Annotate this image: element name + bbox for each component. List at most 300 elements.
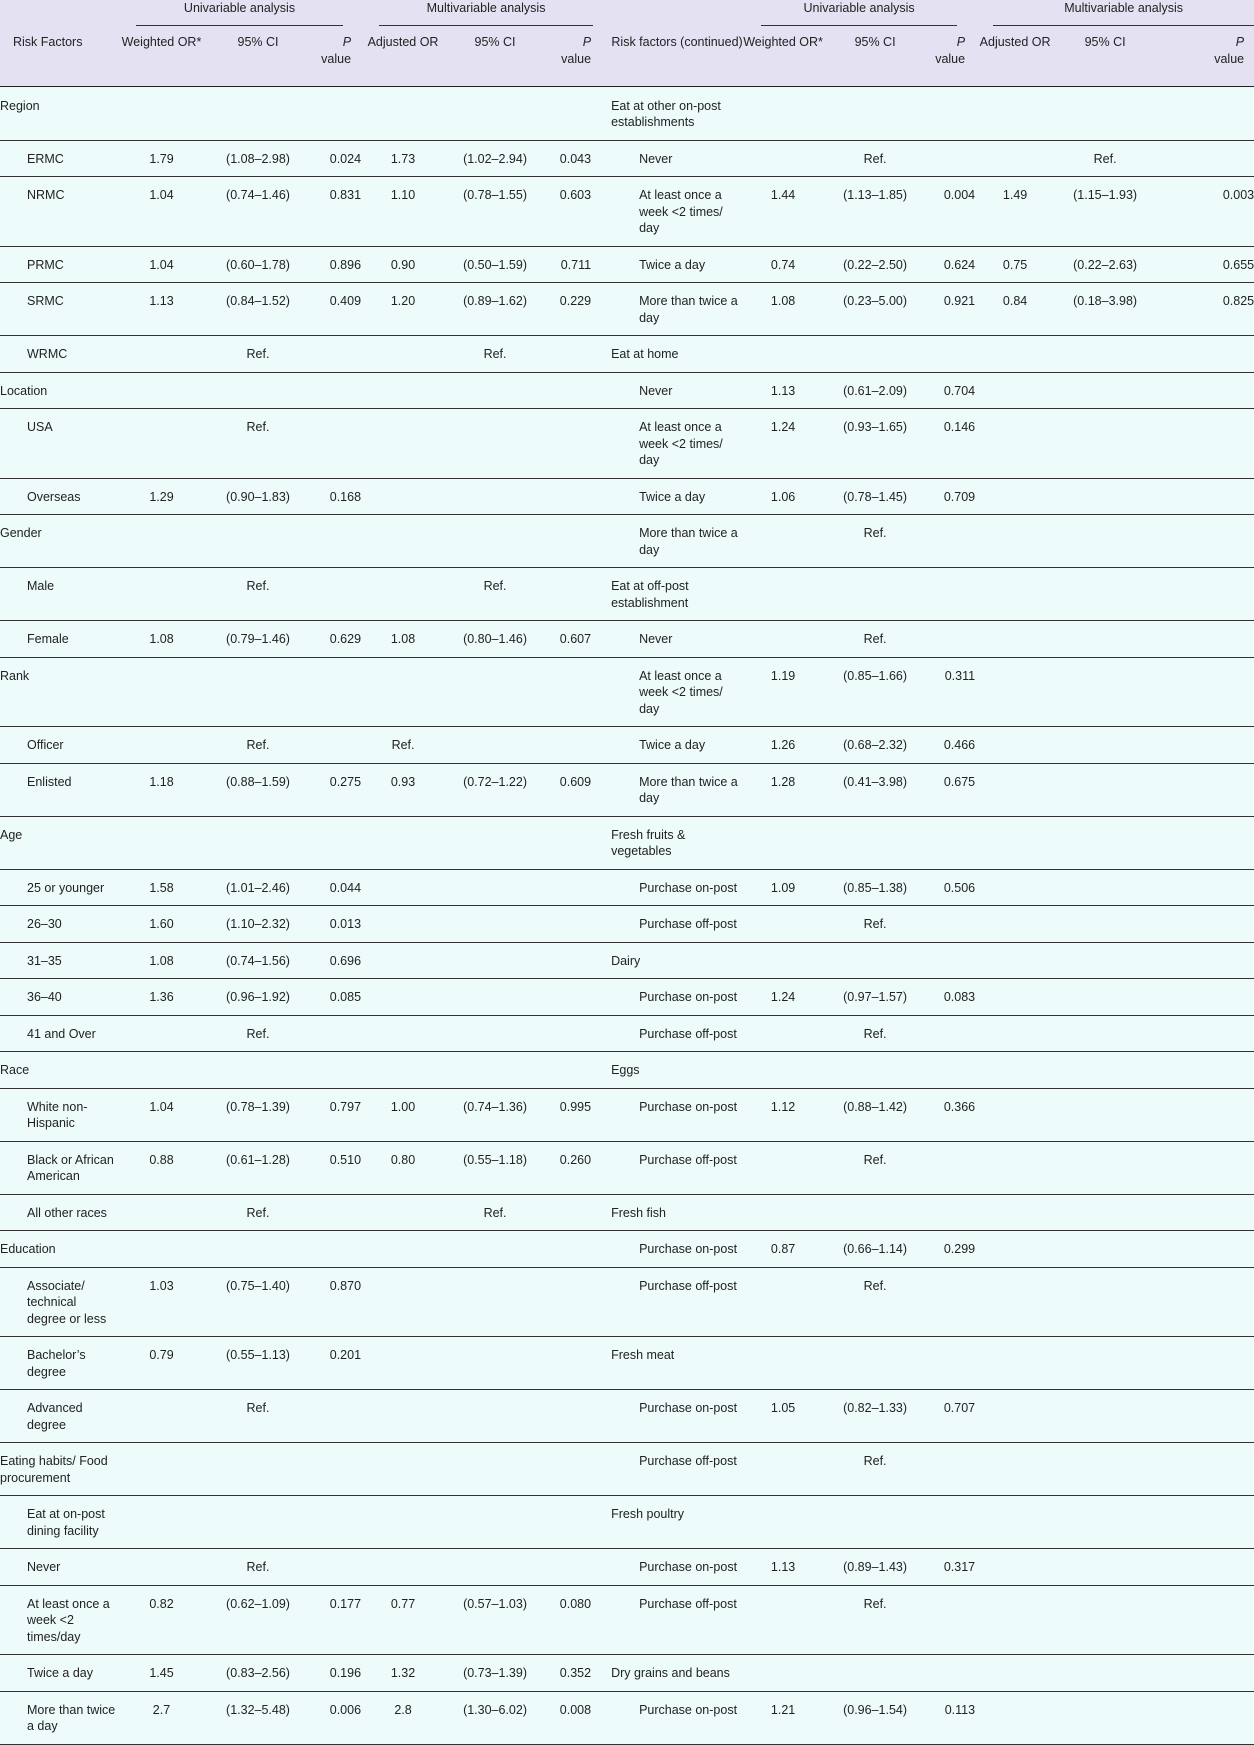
right-risk-factor-cell: Purchase off-post xyxy=(611,1015,743,1052)
left-adjusted-p-value-cell xyxy=(545,1390,611,1443)
right-ci-cell: (0.89–1.43) xyxy=(823,1549,927,1586)
right-adjusted-or-cell xyxy=(975,869,1055,906)
left-adjusted-p-value-cell xyxy=(545,409,611,479)
left-adjusted-ci-cell: Ref. xyxy=(445,568,545,621)
right-adjusted-or-cell xyxy=(975,1141,1055,1194)
right-ci-cell: Ref. xyxy=(823,1267,927,1337)
right-weighted-or-cell xyxy=(743,1194,823,1231)
right-p-value-cell xyxy=(927,1337,975,1390)
right-risk-factor-cell: More than twice a day xyxy=(611,515,743,568)
left-adjusted-p-value-cell xyxy=(545,727,611,764)
col-adjusted-ci-right: 95% CI xyxy=(1055,34,1155,86)
left-ci-cell: (0.79–1.46) xyxy=(205,621,311,658)
left-adjusted-p-value-cell xyxy=(545,657,611,727)
table-row xyxy=(0,1015,1254,1052)
left-adjusted-ci-cell xyxy=(445,1337,545,1390)
left-adjusted-ci-cell xyxy=(445,979,545,1016)
right-adjusted-or-cell xyxy=(975,657,1055,727)
left-risk-factor-cell: Advanced degree xyxy=(0,1390,118,1443)
left-adjusted-ci-cell: Ref. xyxy=(445,1194,545,1231)
right-risk-factor-cell: Fresh poultry xyxy=(611,1496,743,1549)
right-adjusted-ci-cell xyxy=(1055,657,1155,727)
left-risk-factor-cell: Female xyxy=(0,621,118,658)
left-risk-factor-cell: Rank xyxy=(0,657,118,727)
right-risk-factor-cell: Purchase on-post xyxy=(611,1549,743,1586)
right-weighted-or-cell xyxy=(743,621,823,658)
right-ci-cell: Ref. xyxy=(823,1443,927,1496)
right-risk-factor-cell: Purchase off-post xyxy=(611,1267,743,1337)
right-risk-factor-cell: Purchase on-post xyxy=(611,979,743,1016)
col-adjusted-p-value: P value xyxy=(545,34,611,86)
left-ci-cell: (0.61–1.28) xyxy=(205,1141,311,1194)
left-p-value-cell: 0.896 xyxy=(311,246,361,283)
left-adjusted-ci-cell xyxy=(445,1052,545,1089)
right-adjusted-or-cell xyxy=(975,1585,1055,1655)
right-p-value-cell xyxy=(927,140,975,177)
left-adjusted-or-cell xyxy=(361,979,445,1016)
right-p-value-cell: 0.707 xyxy=(927,1390,975,1443)
right-adjusted-p-value-cell xyxy=(1155,657,1254,727)
table-row xyxy=(0,1496,1254,1549)
left-risk-factor-cell: Bachelor’s degree xyxy=(0,1337,118,1390)
right-adjusted-ci-cell: (1.15–1.93) xyxy=(1055,177,1155,247)
left-adjusted-p-value-cell xyxy=(545,1549,611,1586)
left-adjusted-ci-cell xyxy=(445,657,545,727)
left-adjusted-p-value-cell: 0.995 xyxy=(545,1088,611,1141)
left-p-value-cell xyxy=(311,1194,361,1231)
right-adjusted-or-cell xyxy=(975,727,1055,764)
right-p-value-cell xyxy=(927,515,975,568)
right-p-value-cell xyxy=(927,1194,975,1231)
col-weighted-or-right: Weighted OR* xyxy=(743,34,823,86)
right-adjusted-ci-cell xyxy=(1055,372,1155,409)
right-adjusted-p-value-cell xyxy=(1155,1390,1254,1443)
left-weighted-or-cell: 1.18 xyxy=(118,763,205,816)
right-risk-factor-cell: At least once a week <2 times/ day xyxy=(611,409,743,479)
left-ci-cell: Ref. xyxy=(205,727,311,764)
right-adjusted-ci-cell xyxy=(1055,763,1155,816)
right-adjusted-or-cell xyxy=(975,1691,1055,1744)
right-ci-cell: (0.85–1.66) xyxy=(823,657,927,727)
right-p-value-cell xyxy=(927,1585,975,1655)
left-adjusted-p-value-cell xyxy=(545,979,611,1016)
right-adjusted-p-value-cell xyxy=(1155,979,1254,1016)
left-p-value-cell: 0.696 xyxy=(311,942,361,979)
left-weighted-or-cell: 2.7 xyxy=(118,1691,205,1744)
left-adjusted-or-cell xyxy=(361,568,445,621)
right-adjusted-ci-cell xyxy=(1055,942,1155,979)
left-weighted-or-cell xyxy=(118,568,205,621)
left-adjusted-ci-cell xyxy=(445,515,545,568)
left-adjusted-p-value-cell xyxy=(545,1052,611,1089)
right-adjusted-p-value-cell xyxy=(1155,1655,1254,1692)
table-row xyxy=(0,372,1254,409)
left-adjusted-p-value-cell: 0.352 xyxy=(545,1655,611,1692)
right-risk-factor-cell: Purchase off-post xyxy=(611,906,743,943)
right-adjusted-or-cell xyxy=(975,979,1055,1016)
left-adjusted-p-value-cell xyxy=(545,1194,611,1231)
right-adjusted-ci-cell xyxy=(1055,515,1155,568)
right-risk-factor-cell: Twice a day xyxy=(611,478,743,515)
right-p-value-cell: 0.004 xyxy=(927,177,975,247)
left-risk-factor-cell: Black or African American xyxy=(0,1141,118,1194)
right-adjusted-p-value-cell xyxy=(1155,1194,1254,1231)
left-adjusted-ci-cell xyxy=(445,478,545,515)
left-p-value-cell: 0.831 xyxy=(311,177,361,247)
left-adjusted-p-value-cell xyxy=(545,1337,611,1390)
right-ci-cell: (0.85–1.38) xyxy=(823,869,927,906)
left-adjusted-p-value-cell: 0.711 xyxy=(545,246,611,283)
table-row xyxy=(0,621,1254,658)
right-weighted-or-cell xyxy=(743,1337,823,1390)
right-adjusted-or-cell xyxy=(975,1496,1055,1549)
left-p-value-cell: 0.024 xyxy=(311,140,361,177)
table-row xyxy=(0,1141,1254,1194)
right-risk-factor-cell: Fresh meat xyxy=(611,1337,743,1390)
right-adjusted-or-cell xyxy=(975,1052,1055,1089)
left-p-value-cell xyxy=(311,1231,361,1268)
right-weighted-or-cell: 1.44 xyxy=(743,177,823,247)
table-row xyxy=(0,140,1254,177)
right-adjusted-ci-cell xyxy=(1055,979,1155,1016)
left-adjusted-p-value-cell xyxy=(545,816,611,869)
right-adjusted-ci-cell xyxy=(1055,1655,1155,1692)
right-adjusted-p-value-cell xyxy=(1155,1231,1254,1268)
right-adjusted-p-value-cell xyxy=(1155,763,1254,816)
left-adjusted-or-cell xyxy=(361,515,445,568)
right-adjusted-or-cell xyxy=(975,1443,1055,1496)
left-adjusted-p-value-cell: 0.260 xyxy=(545,1141,611,1194)
right-ci-cell: (0.66–1.14) xyxy=(823,1231,927,1268)
left-risk-factor-cell: Gender xyxy=(0,515,118,568)
left-weighted-or-cell: 1.13 xyxy=(118,283,205,336)
right-p-value-cell: 0.709 xyxy=(927,478,975,515)
right-adjusted-p-value-cell xyxy=(1155,568,1254,621)
left-ci-cell xyxy=(205,1052,311,1089)
right-adjusted-ci-cell xyxy=(1055,1141,1155,1194)
left-risk-factor-cell: White non-Hispanic xyxy=(0,1088,118,1141)
left-adjusted-or-cell: 2.8 xyxy=(361,1691,445,1744)
left-risk-factor-cell: 36–40 xyxy=(0,979,118,1016)
left-adjusted-or-cell xyxy=(361,1052,445,1089)
right-risk-factor-cell: Never xyxy=(611,621,743,658)
right-p-value-cell xyxy=(927,1015,975,1052)
right-risk-factor-cell: Purchase off-post xyxy=(611,1141,743,1194)
left-risk-factor-cell: At least once a week <2 times/day xyxy=(0,1585,118,1655)
header-blank-right xyxy=(611,0,743,34)
left-weighted-or-cell xyxy=(118,1390,205,1443)
left-ci-cell: (0.96–1.92) xyxy=(205,979,311,1016)
right-weighted-or-cell xyxy=(743,942,823,979)
left-adjusted-p-value-cell: 0.043 xyxy=(545,140,611,177)
table-body xyxy=(0,86,1254,1744)
right-ci-cell: Ref. xyxy=(823,515,927,568)
left-ci-cell: (0.74–1.46) xyxy=(205,177,311,247)
right-adjusted-or-cell xyxy=(975,409,1055,479)
table-row xyxy=(0,1194,1254,1231)
left-risk-factor-cell: Overseas xyxy=(0,478,118,515)
right-adjusted-ci-cell xyxy=(1055,1194,1155,1231)
left-p-value-cell xyxy=(311,86,361,140)
left-ci-cell: (0.75–1.40) xyxy=(205,1267,311,1337)
left-adjusted-p-value-cell xyxy=(545,869,611,906)
left-ci-cell: (0.62–1.09) xyxy=(205,1585,311,1655)
left-adjusted-ci-cell: (1.02–2.94) xyxy=(445,140,545,177)
left-risk-factor-cell: Never xyxy=(0,1549,118,1586)
right-weighted-or-cell: 1.13 xyxy=(743,372,823,409)
left-ci-cell: (0.90–1.83) xyxy=(205,478,311,515)
right-adjusted-ci-cell xyxy=(1055,621,1155,658)
right-p-value-cell xyxy=(927,1052,975,1089)
right-risk-factor-cell: Purchase on-post xyxy=(611,1691,743,1744)
left-risk-factor-cell: 25 or younger xyxy=(0,869,118,906)
left-adjusted-p-value-cell xyxy=(545,515,611,568)
left-ci-cell xyxy=(205,86,311,140)
left-adjusted-or-cell xyxy=(361,942,445,979)
right-risk-factor-cell: Eat at other on-post establishments xyxy=(611,86,743,140)
right-weighted-or-cell xyxy=(743,1267,823,1337)
table-row xyxy=(0,1337,1254,1390)
left-adjusted-or-cell: 1.20 xyxy=(361,283,445,336)
right-p-value-cell xyxy=(927,942,975,979)
left-weighted-or-cell: 0.88 xyxy=(118,1141,205,1194)
right-adjusted-p-value-cell xyxy=(1155,140,1254,177)
left-p-value-cell: 0.201 xyxy=(311,1337,361,1390)
left-adjusted-or-cell: 1.00 xyxy=(361,1088,445,1141)
left-p-value-cell xyxy=(311,816,361,869)
left-risk-factor-cell: ERMC xyxy=(0,140,118,177)
left-adjusted-or-cell: Ref. xyxy=(361,727,445,764)
left-adjusted-p-value-cell xyxy=(545,1443,611,1496)
left-risk-factor-cell: Officer xyxy=(0,727,118,764)
left-adjusted-or-cell xyxy=(361,816,445,869)
left-weighted-or-cell xyxy=(118,1194,205,1231)
left-adjusted-or-cell xyxy=(361,1267,445,1337)
left-ci-cell: Ref. xyxy=(205,1194,311,1231)
table-row xyxy=(0,283,1254,336)
table-row xyxy=(0,1267,1254,1337)
left-adjusted-or-cell: 1.08 xyxy=(361,621,445,658)
left-weighted-or-cell: 1.29 xyxy=(118,478,205,515)
right-risk-factor-cell: Fresh fish xyxy=(611,1194,743,1231)
right-adjusted-ci-cell: (0.18–3.98) xyxy=(1055,283,1155,336)
header-group-multivariable-right: Multivariable analysis xyxy=(975,0,1254,34)
left-risk-factor-cell: Age xyxy=(0,816,118,869)
left-p-value-cell: 0.196 xyxy=(311,1655,361,1692)
left-adjusted-p-value-cell: 0.229 xyxy=(545,283,611,336)
right-risk-factor-cell: Purchase on-post xyxy=(611,869,743,906)
right-adjusted-ci-cell xyxy=(1055,1231,1155,1268)
right-ci-cell: (0.93–1.65) xyxy=(823,409,927,479)
left-adjusted-p-value-cell: 0.609 xyxy=(545,763,611,816)
right-adjusted-p-value-cell xyxy=(1155,1088,1254,1141)
left-adjusted-p-value-cell: 0.008 xyxy=(545,1691,611,1744)
right-adjusted-ci-cell xyxy=(1055,1691,1155,1744)
left-weighted-or-cell xyxy=(118,1549,205,1586)
right-p-value-cell xyxy=(927,621,975,658)
right-p-value-cell: 0.921 xyxy=(927,283,975,336)
table-row xyxy=(0,1390,1254,1443)
right-ci-cell xyxy=(823,1337,927,1390)
left-p-value-cell: 0.510 xyxy=(311,1141,361,1194)
right-adjusted-ci-cell xyxy=(1055,1390,1155,1443)
left-risk-factor-cell: Education xyxy=(0,1231,118,1268)
left-ci-cell: (1.01–2.46) xyxy=(205,869,311,906)
right-ci-cell: (0.96–1.54) xyxy=(823,1691,927,1744)
right-weighted-or-cell xyxy=(743,1443,823,1496)
right-ci-cell xyxy=(823,568,927,621)
right-risk-factor-cell: Purchase off-post xyxy=(611,1443,743,1496)
left-ci-cell xyxy=(205,372,311,409)
right-risk-factor-cell: Purchase on-post xyxy=(611,1088,743,1141)
right-adjusted-or-cell xyxy=(975,1194,1055,1231)
left-weighted-or-cell xyxy=(118,336,205,373)
left-ci-cell: Ref. xyxy=(205,409,311,479)
left-weighted-or-cell xyxy=(118,816,205,869)
right-ci-cell xyxy=(823,1496,927,1549)
right-adjusted-p-value-cell: 0.655 xyxy=(1155,246,1254,283)
left-adjusted-p-value-cell xyxy=(545,86,611,140)
left-adjusted-ci-cell: (0.73–1.39) xyxy=(445,1655,545,1692)
right-adjusted-or-cell xyxy=(975,478,1055,515)
left-adjusted-or-cell xyxy=(361,1443,445,1496)
right-ci-cell xyxy=(823,942,927,979)
left-weighted-or-cell xyxy=(118,515,205,568)
right-adjusted-ci-cell xyxy=(1055,906,1155,943)
left-adjusted-or-cell xyxy=(361,869,445,906)
left-risk-factor-cell: Location xyxy=(0,372,118,409)
right-weighted-or-cell: 1.19 xyxy=(743,657,823,727)
right-adjusted-or-cell xyxy=(975,515,1055,568)
left-p-value-cell: 0.629 xyxy=(311,621,361,658)
right-risk-factor-cell: Eat at home xyxy=(611,336,743,373)
left-p-value-cell xyxy=(311,1015,361,1052)
left-p-value-cell xyxy=(311,409,361,479)
left-risk-factor-cell: Enlisted xyxy=(0,763,118,816)
right-p-value-cell: 0.083 xyxy=(927,979,975,1016)
left-adjusted-or-cell xyxy=(361,1015,445,1052)
table-row xyxy=(0,568,1254,621)
right-adjusted-ci-cell xyxy=(1055,1585,1155,1655)
right-weighted-or-cell xyxy=(743,86,823,140)
left-weighted-or-cell: 1.45 xyxy=(118,1655,205,1692)
right-ci-cell: (0.82–1.33) xyxy=(823,1390,927,1443)
left-adjusted-ci-cell xyxy=(445,372,545,409)
right-adjusted-p-value-cell xyxy=(1155,1141,1254,1194)
left-adjusted-or-cell xyxy=(361,1549,445,1586)
right-p-value-cell xyxy=(927,86,975,140)
left-adjusted-ci-cell xyxy=(445,1267,545,1337)
right-weighted-or-cell: 1.26 xyxy=(743,727,823,764)
right-weighted-or-cell: 1.06 xyxy=(743,478,823,515)
right-risk-factor-cell: Purchase on-post xyxy=(611,1231,743,1268)
left-weighted-or-cell: 1.36 xyxy=(118,979,205,1016)
right-weighted-or-cell: 1.12 xyxy=(743,1088,823,1141)
left-p-value-cell: 0.006 xyxy=(311,1691,361,1744)
left-p-value-cell xyxy=(311,1443,361,1496)
left-adjusted-or-cell xyxy=(361,478,445,515)
left-ci-cell: (0.78–1.39) xyxy=(205,1088,311,1141)
right-ci-cell: Ref. xyxy=(823,1141,927,1194)
right-adjusted-or-cell: 0.84 xyxy=(975,283,1055,336)
table-row xyxy=(0,1585,1254,1655)
right-adjusted-ci-cell: Ref. xyxy=(1055,140,1155,177)
left-adjusted-or-cell xyxy=(361,372,445,409)
left-adjusted-p-value-cell: 0.607 xyxy=(545,621,611,658)
left-weighted-or-cell: 1.04 xyxy=(118,1088,205,1141)
col-adjusted-or: Adjusted OR xyxy=(361,34,445,86)
left-weighted-or-cell: 1.08 xyxy=(118,621,205,658)
right-weighted-or-cell: 1.05 xyxy=(743,1390,823,1443)
left-adjusted-or-cell xyxy=(361,657,445,727)
left-risk-factor-cell: 26–30 xyxy=(0,906,118,943)
right-p-value-cell: 0.366 xyxy=(927,1088,975,1141)
right-adjusted-or-cell xyxy=(975,1267,1055,1337)
table-row xyxy=(0,1655,1254,1692)
right-ci-cell: (0.68–2.32) xyxy=(823,727,927,764)
right-ci-cell: Ref. xyxy=(823,621,927,658)
left-adjusted-ci-cell xyxy=(445,942,545,979)
left-ci-cell: (0.74–1.56) xyxy=(205,942,311,979)
left-p-value-cell: 0.409 xyxy=(311,283,361,336)
right-adjusted-ci-cell xyxy=(1055,1496,1155,1549)
left-adjusted-ci-cell: Ref. xyxy=(445,336,545,373)
left-risk-factor-cell: Eating habits/ Food procurement xyxy=(0,1443,118,1496)
left-adjusted-p-value-cell xyxy=(545,372,611,409)
right-weighted-or-cell xyxy=(743,140,823,177)
col-weighted-or: Weighted OR* xyxy=(118,34,205,86)
left-adjusted-p-value-cell xyxy=(545,1015,611,1052)
left-p-value-cell: 0.275 xyxy=(311,763,361,816)
left-adjusted-or-cell xyxy=(361,906,445,943)
left-weighted-or-cell: 0.79 xyxy=(118,1337,205,1390)
left-risk-factor-cell: Twice a day xyxy=(0,1655,118,1692)
left-p-value-cell: 0.013 xyxy=(311,906,361,943)
right-adjusted-ci-cell xyxy=(1055,727,1155,764)
left-p-value-cell: 0.870 xyxy=(311,1267,361,1337)
left-p-value-cell xyxy=(311,372,361,409)
left-p-value-cell xyxy=(311,1496,361,1549)
right-p-value-cell: 0.466 xyxy=(927,727,975,764)
col-ci: 95% CI xyxy=(205,34,311,86)
left-p-value-cell xyxy=(311,1390,361,1443)
left-ci-cell: (0.60–1.78) xyxy=(205,246,311,283)
right-adjusted-or-cell xyxy=(975,906,1055,943)
right-adjusted-or-cell xyxy=(975,1088,1055,1141)
right-ci-cell: (0.22–2.50) xyxy=(823,246,927,283)
table-row xyxy=(0,86,1254,140)
right-adjusted-p-value-cell xyxy=(1155,1496,1254,1549)
left-ci-cell: Ref. xyxy=(205,1390,311,1443)
right-weighted-or-cell xyxy=(743,1015,823,1052)
left-ci-cell: (1.32–5.48) xyxy=(205,1691,311,1744)
left-p-value-cell xyxy=(311,336,361,373)
left-adjusted-ci-cell xyxy=(445,1549,545,1586)
left-weighted-or-cell: 1.03 xyxy=(118,1267,205,1337)
right-adjusted-ci-cell xyxy=(1055,1443,1155,1496)
left-weighted-or-cell: 1.04 xyxy=(118,177,205,247)
right-ci-cell: (0.88–1.42) xyxy=(823,1088,927,1141)
header-group-row xyxy=(0,0,1254,34)
right-weighted-or-cell: 0.87 xyxy=(743,1231,823,1268)
right-ci-cell xyxy=(823,336,927,373)
right-risk-factor-cell: Eggs xyxy=(611,1052,743,1089)
right-ci-cell xyxy=(823,86,927,140)
right-adjusted-or-cell xyxy=(975,1549,1055,1586)
right-adjusted-p-value-cell xyxy=(1155,372,1254,409)
table-row xyxy=(0,942,1254,979)
table-row xyxy=(0,336,1254,373)
